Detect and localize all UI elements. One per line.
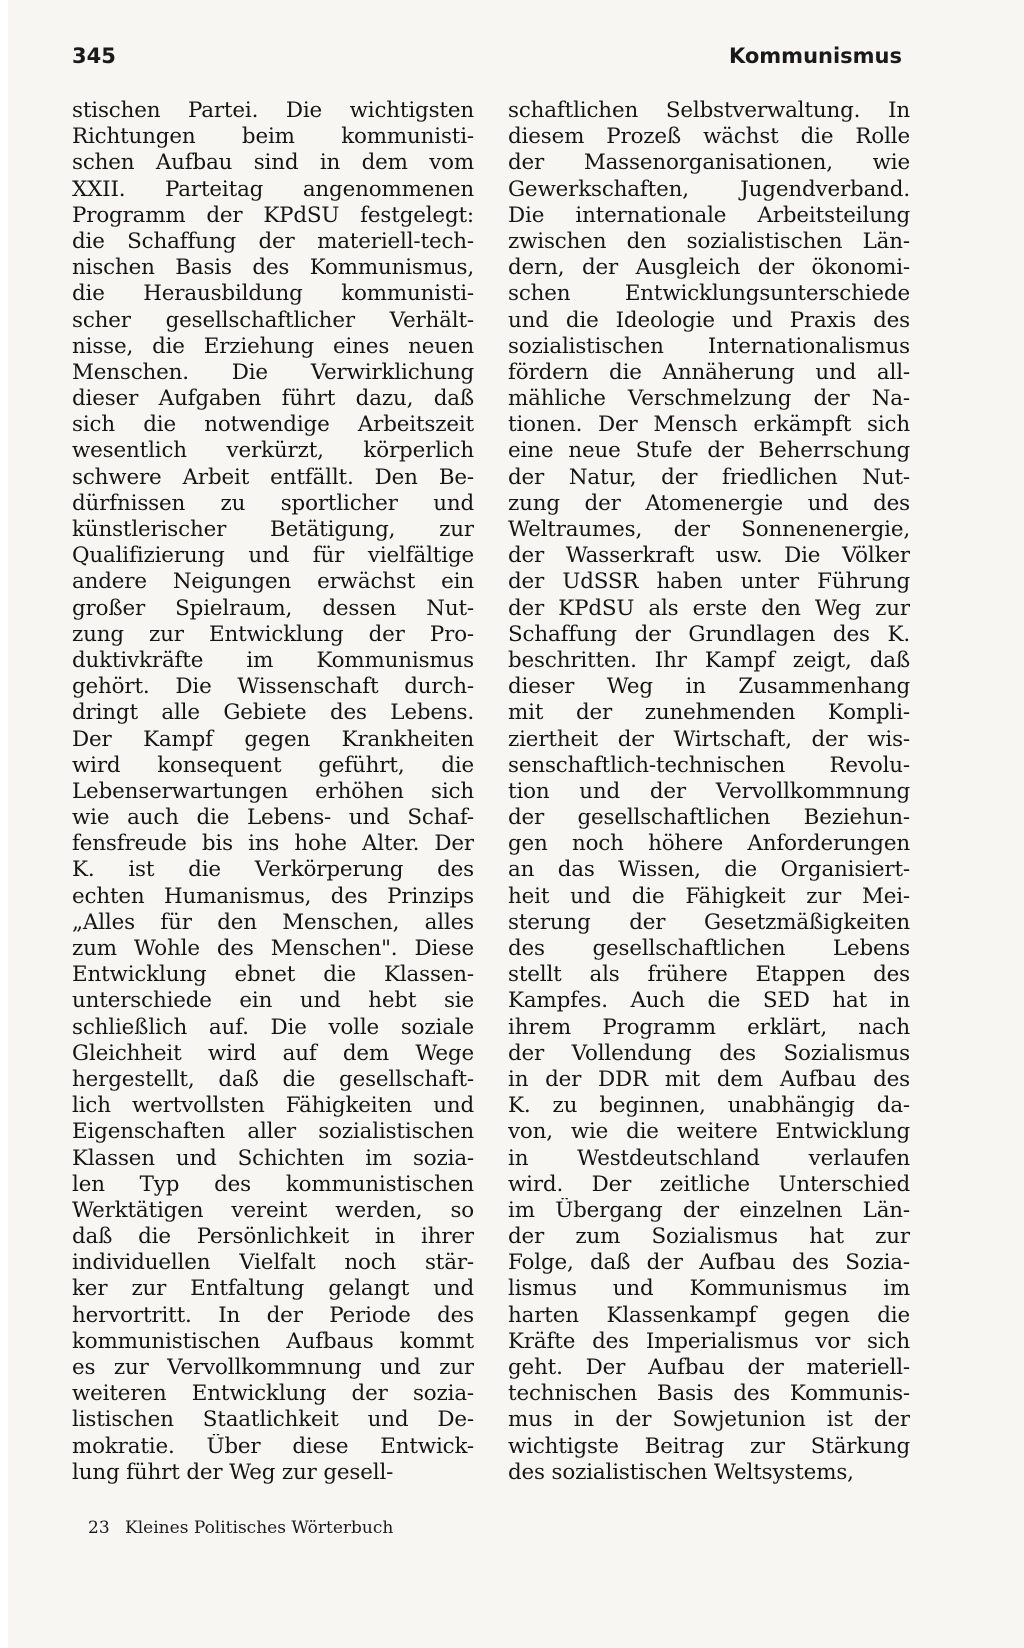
text-line: der Vollendung des Sozialismus bbox=[508, 1040, 910, 1066]
text-line: Kräfte des Imperialismus vor sich bbox=[508, 1328, 910, 1354]
running-head: Kommunismus bbox=[728, 44, 902, 68]
text-line: zwischen den sozialistischen Län- bbox=[508, 228, 910, 254]
text-line: XXII. Parteitag angenommenen bbox=[72, 176, 474, 202]
text-line: der zum Sozialismus hat zur bbox=[508, 1224, 910, 1250]
text-line: lung führt der Weg zur gesell- bbox=[72, 1459, 394, 1485]
left-text-column bbox=[72, 98, 474, 1486]
text-line: von, wie die weitere Entwicklung bbox=[508, 1119, 910, 1145]
text-line: wie auch die Lebens- und Schaf- bbox=[72, 805, 474, 831]
text-line: nischen Basis des Kommunismus, bbox=[72, 255, 474, 281]
text-line: der KPdSU als erste den Weg zur bbox=[508, 595, 910, 621]
text-line: hergestellt, daß die gesellschaft- bbox=[72, 1066, 474, 1092]
text-line: Menschen. Die Verwirklichung bbox=[72, 359, 474, 385]
text-line: Klassen und Schichten im sozia- bbox=[72, 1145, 474, 1171]
text-line: Eigenschaften aller sozialistischen bbox=[72, 1119, 474, 1145]
text-line: fensfreude bis ins hohe Alter. Der bbox=[72, 831, 474, 857]
text-line: heit und die Fähigkeit zur Mei- bbox=[508, 883, 910, 909]
text-line: eine neue Stufe der Beherrschung bbox=[508, 438, 910, 464]
text-line: senschaftlich-technischen Revolu- bbox=[508, 752, 910, 778]
text-line: wichtigste Beitrag zur Stärkung bbox=[508, 1433, 910, 1459]
text-line: diesem Prozeß wächst die Rolle bbox=[508, 124, 910, 150]
text-line: lich wertvollsten Fähigkeiten und bbox=[72, 1093, 474, 1119]
text-line: scher gesellschaftlicher Verhält- bbox=[72, 307, 474, 333]
text-line: Programm der KPdSU festgelegt: bbox=[72, 202, 474, 228]
text-line: dieser Aufgaben führt dazu, daß bbox=[72, 386, 474, 412]
text-line: beschritten. Ihr Kampf zeigt, daß bbox=[508, 647, 910, 673]
text-line: schen Entwicklungsunterschiede bbox=[508, 281, 910, 307]
text-line: len Typ des kommunistischen bbox=[72, 1171, 474, 1197]
text-line: schließlich auf. Die volle soziale bbox=[72, 1014, 474, 1040]
page-footer bbox=[88, 1518, 403, 1538]
text-line: listischen Staatlichkeit und De- bbox=[72, 1407, 474, 1433]
text-line: mähliche Verschmelzung der Na- bbox=[508, 386, 910, 412]
text-line: tion und der Vervollkommnung bbox=[508, 778, 910, 804]
text-line: der Wasserkraft usw. Die Völker bbox=[508, 543, 910, 569]
text-line: Qualifizierung und für vielfältige bbox=[72, 543, 474, 569]
signature-number: 23 bbox=[88, 1518, 110, 1538]
text-line: der gesellschaftlichen Beziehun- bbox=[508, 805, 910, 831]
text-line: K. ist die Verkörperung des bbox=[72, 857, 474, 883]
text-line: weiteren Entwicklung der sozia- bbox=[72, 1381, 474, 1407]
text-line: des gesellschaftlichen Lebens bbox=[508, 936, 910, 961]
text-line: echten Humanismus, des Prinzips bbox=[72, 883, 474, 909]
text-line: sich die notwendige Arbeitszeit bbox=[72, 412, 474, 438]
text-line: die Herausbildung kommunisti- bbox=[72, 281, 474, 307]
text-line: stischen Partei. Die wichtigsten bbox=[72, 98, 474, 123]
text-line: dringt alle Gebiete des Lebens. bbox=[72, 700, 474, 726]
text-line: dieser Weg in Zusammenhang bbox=[508, 674, 910, 700]
text-line: Richtungen beim kommunisti- bbox=[72, 124, 474, 150]
text-line: mokratie. Über diese Entwick- bbox=[72, 1433, 474, 1459]
text-line: Folge, daß der Aufbau des Sozia- bbox=[508, 1250, 910, 1276]
text-line: Die internationale Arbeitsteilung bbox=[508, 202, 910, 228]
text-line: ihrem Programm erklärt, nach bbox=[508, 1014, 910, 1040]
text-line: Gewerkschaften, Jugendverband. bbox=[508, 176, 910, 202]
page-number: 345 bbox=[72, 44, 116, 68]
text-line: und die Ideologie und Praxis des bbox=[508, 307, 910, 333]
text-line: es zur Vervollkommnung und zur bbox=[72, 1355, 474, 1380]
text-line: kommunistischen Aufbaus kommt bbox=[72, 1328, 474, 1354]
text-line: gen noch höhere Anforderungen bbox=[508, 831, 910, 857]
text-line: des sozialistischen Weltsystems, bbox=[508, 1459, 854, 1485]
text-line: Weltraumes, der Sonnenenergie, bbox=[508, 517, 910, 542]
text-line: Entwicklung ebnet die Klassen- bbox=[72, 962, 474, 988]
text-line: hervortritt. In der Periode des bbox=[72, 1302, 474, 1328]
text-line: technischen Basis des Kommunis- bbox=[508, 1381, 910, 1407]
text-line: Lebenserwartungen erhöhen sich bbox=[72, 778, 474, 804]
text-line: der Massenorganisationen, wie bbox=[508, 150, 910, 176]
text-line: die Schaffung der materiell-tech- bbox=[72, 228, 474, 254]
text-line: mit der zunehmenden Kompli- bbox=[508, 700, 910, 726]
text-line: wesentlich verkürzt, körperlich bbox=[72, 438, 474, 464]
text-line: daß die Persönlichkeit in ihrer bbox=[72, 1224, 474, 1250]
text-line: mus in der Sowjetunion ist der bbox=[508, 1407, 910, 1433]
text-line: geht. Der Aufbau der materiell- bbox=[508, 1355, 910, 1380]
text-line: zung zur Entwicklung der Pro- bbox=[72, 621, 474, 647]
text-line: fördern die Annäherung und all- bbox=[508, 359, 910, 385]
text-line: gehört. Die Wissenschaft durch- bbox=[72, 674, 474, 700]
text-line: Kampfes. Auch die SED hat in bbox=[508, 988, 910, 1014]
text-line: nisse, die Erziehung eines neuen bbox=[72, 333, 474, 359]
text-line: der UdSSR haben unter Führung bbox=[508, 569, 910, 595]
text-line: dern, der Ausgleich der ökonomi- bbox=[508, 255, 910, 281]
text-line: großer Spielraum, dessen Nut- bbox=[72, 595, 474, 621]
text-line: individuellen Vielfalt noch stär- bbox=[72, 1250, 474, 1276]
text-line: duktivkräfte im Kommunismus bbox=[72, 647, 474, 673]
text-line: ziertheit der Wirtschaft, der wis- bbox=[508, 726, 910, 752]
text-line: Werktätigen vereint werden, so bbox=[72, 1197, 474, 1223]
book-title: Kleines Politisches Wörterbuch bbox=[125, 1518, 394, 1538]
text-line: andere Neigungen erwächst ein bbox=[72, 569, 474, 595]
text-line: an das Wissen, die Organisiert- bbox=[508, 857, 910, 883]
text-line: wird konsequent geführt, die bbox=[72, 752, 474, 778]
text-line: dürfnissen zu sportlicher und bbox=[72, 490, 474, 516]
text-line: in Westdeutschland verlaufen bbox=[508, 1145, 910, 1171]
text-line: zum Wohle des Menschen". Diese bbox=[72, 936, 474, 961]
text-line: harten Klassenkampf gegen die bbox=[508, 1302, 910, 1328]
text-line: schen Aufbau sind in dem vom bbox=[72, 150, 474, 176]
text-line: sozialistischen Internationalismus bbox=[508, 333, 910, 359]
text-line: im Übergang der einzelnen Län- bbox=[508, 1197, 910, 1223]
text-line: ker zur Entfaltung gelangt und bbox=[72, 1276, 474, 1302]
text-line: wird. Der zeitliche Unterschied bbox=[508, 1171, 910, 1197]
text-line: künstlerischer Betätigung, zur bbox=[72, 517, 474, 542]
text-line: unterschiede ein und hebt sie bbox=[72, 988, 474, 1014]
text-line: lismus und Kommunismus im bbox=[508, 1276, 910, 1302]
text-line: K. zu beginnen, unabhängig da- bbox=[508, 1093, 910, 1119]
text-line: Gleichheit wird auf dem Wege bbox=[72, 1040, 474, 1066]
text-line: in der DDR mit dem Aufbau des bbox=[508, 1066, 910, 1092]
text-line: der Natur, der friedlichen Nut- bbox=[508, 464, 910, 490]
text-line: zung der Atomenergie und des bbox=[508, 490, 910, 516]
text-line: schwere Arbeit entfällt. Den Be- bbox=[72, 464, 474, 490]
text-line: „Alles für den Menschen, alles bbox=[72, 909, 474, 935]
text-line: stellt als frühere Etappen des bbox=[508, 962, 910, 988]
right-text-column bbox=[508, 98, 910, 1486]
text-line: tionen. Der Mensch erkämpft sich bbox=[508, 412, 910, 438]
text-line: Der Kampf gegen Krankheiten bbox=[72, 726, 474, 752]
text-line: sterung der Gesetzmäßigkeiten bbox=[508, 909, 910, 935]
text-line: schaftlichen Selbstverwaltung. In bbox=[508, 98, 910, 123]
text-line: Schaffung der Grundlagen des K. bbox=[508, 621, 910, 647]
